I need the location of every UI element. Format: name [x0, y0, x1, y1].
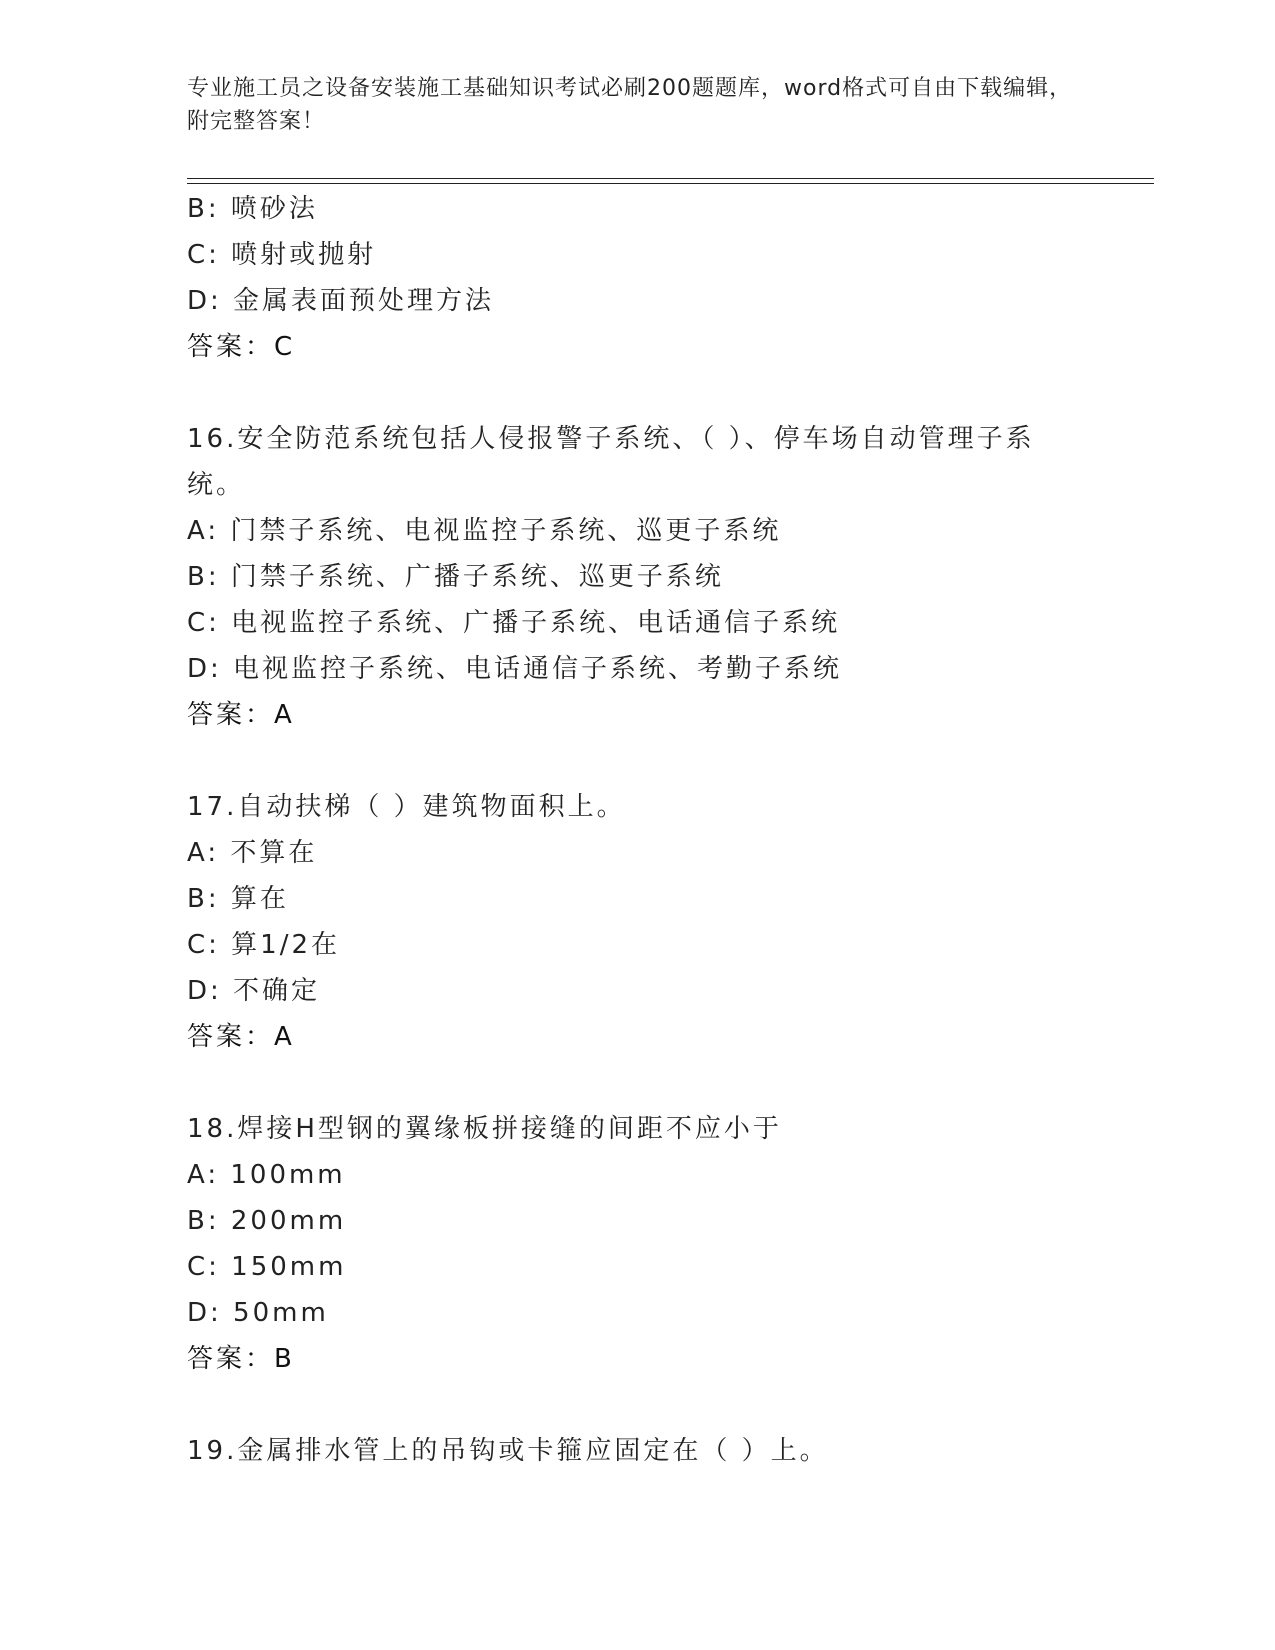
question-list — [187, 186, 1087, 1474]
q16-option-c: C: 电视监控子系统、广播子系统、电话通信子系统 — [187, 608, 841, 638]
q15-option-c: C: 喷射或抛射 — [187, 240, 377, 270]
q18-stem: 18.焊接H型钢的翼缘板拼接缝的间距不应小于 — [187, 1114, 782, 1144]
q17-option-b: B: 算在 — [187, 884, 289, 914]
q17-option-c: C: 算1/2在 — [187, 930, 341, 960]
q18-answer: 答案：B — [187, 1344, 295, 1374]
spacer — [187, 1382, 1087, 1428]
spacer — [187, 1060, 1087, 1106]
q16-option-a: A: 门禁子系统、电视监控子系统、巡更子系统 — [187, 516, 782, 546]
q16-option-d: D: 电视监控子系统、电话通信子系统、考勤子系统 — [187, 654, 843, 684]
q16-option-b: B: 门禁子系统、广播子系统、巡更子系统 — [187, 562, 724, 592]
q15-answer: 答案：C — [187, 332, 296, 362]
q17-option-d: D: 不确定 — [187, 976, 321, 1006]
q19-stem: 19.金属排水管上的吊钩或卡箍应固定在（ ）上。 — [187, 1436, 829, 1466]
q18-option-c: C: 150mm — [187, 1252, 347, 1282]
q18-option-d: D: 50mm — [187, 1298, 329, 1328]
q17-answer: 答案：A — [187, 1022, 295, 1052]
q15-option-b: B: 喷砂法 — [187, 194, 318, 224]
header-divider — [187, 178, 1154, 184]
q17-stem: 17.自动扶梯（ ）建筑物面积上。 — [187, 792, 626, 822]
q17-option-a: A: 不算在 — [187, 838, 318, 868]
page-header-title: 专业施工员之设备安装施工基础知识考试必刷200题题库，word格式可自由下载编辑，附完整答案！ — [187, 76, 1073, 134]
q16-answer: 答案：A — [187, 700, 295, 730]
q16-stem: 16.安全防范系统包括人侵报警子系统、（ ）、停车场自动管理子系统。 — [187, 424, 1035, 500]
q18-option-a: A: 100mm — [187, 1160, 346, 1190]
spacer — [187, 370, 1087, 416]
spacer — [187, 738, 1087, 784]
q18-option-b: B: 200mm — [187, 1206, 347, 1236]
q15-option-d: D: 金属表面预处理方法 — [187, 286, 495, 316]
